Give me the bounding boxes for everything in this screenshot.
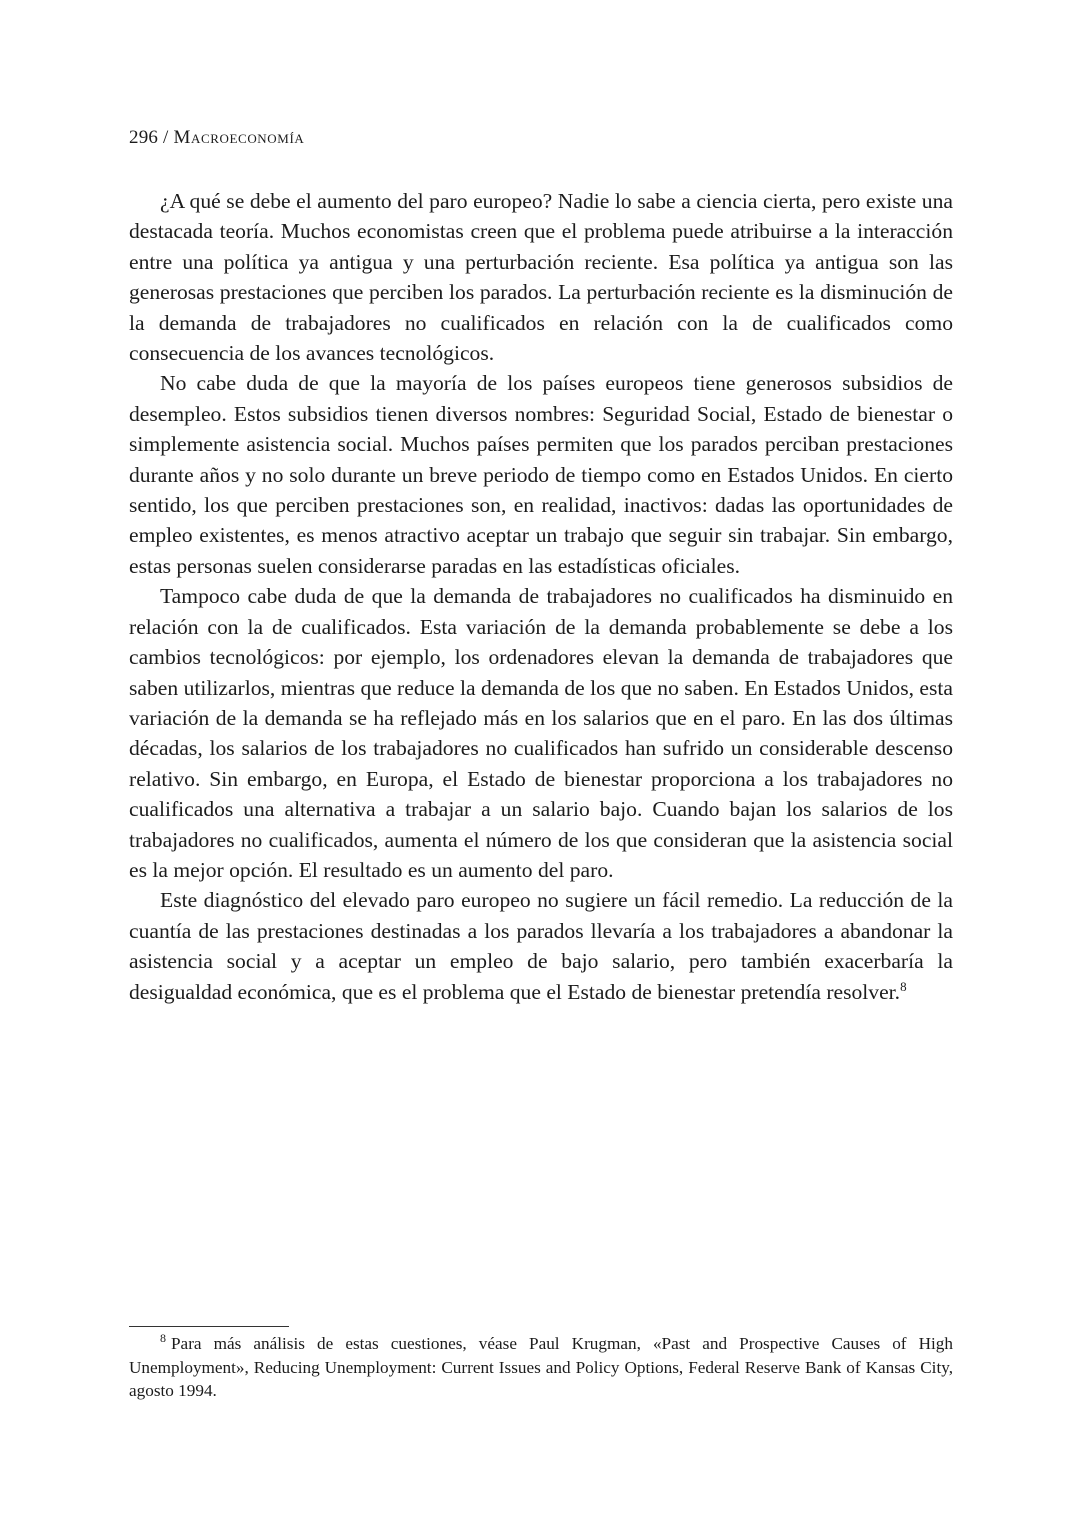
page-number: 296 [129,127,159,148]
paragraph: Tampoco cabe duda de que la demanda de trabajadores no cualificados ha disminuido en relación con la de cualificados. Esta variación de la demanda probablemente se debe a los cambios tecnológicos: por ejemplo, los ordenadores elevan la demanda de trabajadores que saben utilizarlos, mientras que reduce la demanda de los que no saben. En Estados Unidos, esta variación de la demanda se ha reflejado más en los salarios que en el paro. En las dos últimas décadas, los salarios de los trabajadores no cualificados han sufrido un considerable descenso relativo. Sin embargo, en Europa, el Estado de bienestar proporciona a los trabajadores no cualificados una alternativa a trabajar a un salario bajo. Cuando bajan los salarios de los trabajadores no cualificados, aumenta el número de los que consideran que la asistencia social es la mejor opción. El resultado es un aumento del paro. [129,584,953,882]
footnote-text: Para más análisis de estas cuestiones, véase Paul Krugman, «Past and Prospective Causes of High Unemployment», Reducing Unemployment: Current Issues and Policy Options, Federal Reserve Bank of Kansas City, agosto 1994. [129,1334,953,1401]
paragraph-text: Este diagnóstico del elevado paro europeo no sugiere un fácil remedio. La reducción de la cuantía de las prestaciones destinadas a los parados llevaría a los trabajadores a abandonar la asistencia social y a aceptar un empleo de bajo salario, pero también exacerbaría la desigualdad económica, que es el problema que el Estado de bienestar pretendía resolver. [129,888,953,1004]
running-header [129,124,304,152]
paragraph: ¿A qué se debe el aumento del paro europeo? Nadie lo sabe a ciencia cierta, pero existe una destacada teoría. Muchos economistas creen que el problema puede atribuirse a la interacción entre una política ya antigua y una perturbación reciente. Esa política ya antigua son las generosas prestaciones que perciben los parados. La perturbación reciente es la disminución de la demanda de trabajadores no cualificados en relación con la de cualificados como consecuencia de los avances tecnológicos. [129,189,953,366]
header-separator: / [158,127,174,148]
body-text [129,186,953,1007]
paragraph: No cabe duda de que la mayoría de los países europeos tiene generosos subsidios de desempleo. Estos subsidios tienen diversos nombres: Seguridad Social, Estado de bienestar o simplemente asistencia social. Muchos países permiten que los parados perciban prestaciones durante años y no solo durante un breve periodo de tiempo como en Estados Unidos. En cierto sentido, los que perciben prestaciones son, en realidad, inactivos: dadas las oportunidades de empleo existentes, es menos atractivo aceptar un trabajo que seguir sin trabajar. Sin embargo, estas personas suelen considerarse paradas en las estadísticas oficiales. [129,371,953,578]
footnote-number: 8 [160,1331,166,1346]
footnote-divider [129,1326,289,1327]
book-title: Macroeconomía [173,127,305,148]
footnote-reference: 8 [900,978,907,994]
footnote [129,1332,953,1403]
paragraph-with-footnote [129,885,953,1007]
